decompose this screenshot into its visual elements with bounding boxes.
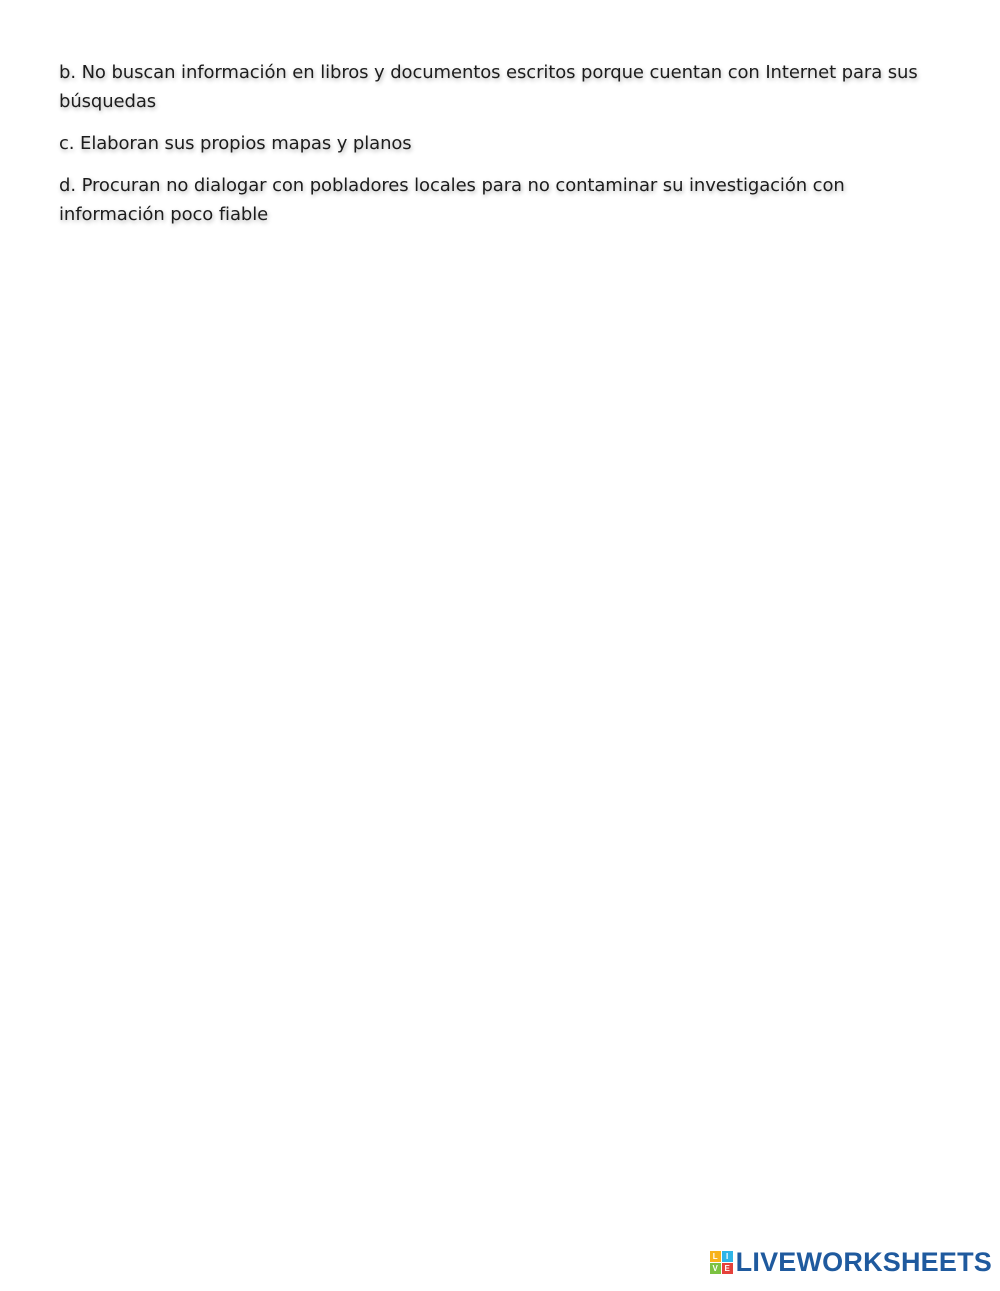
logo-letter-i: I — [722, 1251, 733, 1262]
logo-letter-v: V — [710, 1263, 721, 1274]
option-d: d. Procuran no dialogar con pobladores locales para no contaminar su investigación con información poco fiable — [59, 175, 845, 225]
logo-letter-l: L — [710, 1251, 721, 1262]
option-c: c. Elaboran sus propios mapas y planos — [59, 133, 412, 154]
logo-letter-e: E — [722, 1263, 733, 1274]
live-logo-icon — [710, 1251, 733, 1274]
option-b: b. No buscan información en libros y documentos escritos porque cuentan con Internet para sus búsquedas — [59, 62, 918, 112]
brand-wordmark: LIVEWORKSHEETS — [735, 1247, 992, 1277]
liveworksheets-logo — [710, 1249, 992, 1276]
answer-options — [59, 58, 939, 242]
